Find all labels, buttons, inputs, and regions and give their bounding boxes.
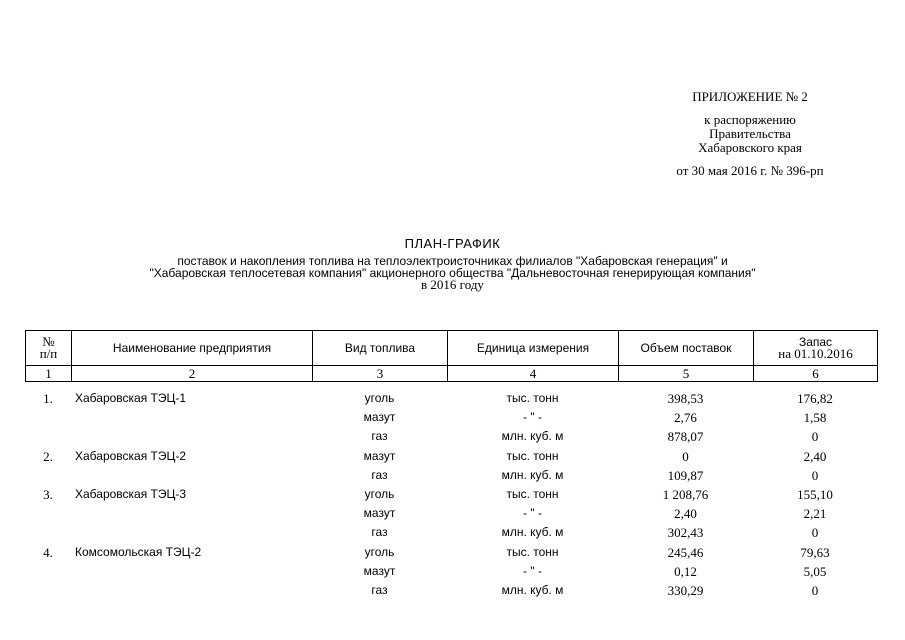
supply-volume: 1 208,76 [662,486,709,502]
supply-volume: 302,43 [667,525,704,541]
appendix-line-1: к распоряжению [704,112,796,127]
unit-of-measure: млн. куб. м [501,429,564,444]
supply-volume: 245,46 [667,544,704,560]
header-no-line-1: № [42,334,55,349]
unit-of-measure: тыс. тонн [506,486,559,501]
column-number: 5 [619,366,754,382]
header-no-line-2: п/п [39,346,58,361]
stock-value: 0 [811,525,819,541]
fuel-type: мазут [363,563,396,578]
unit-of-measure: тыс. тонн [506,544,559,559]
table-row [25,562,877,581]
table-header [25,330,878,382]
supply-volume: 2,76 [674,410,697,426]
table-row [25,543,877,562]
supply-volume: 878,07 [667,429,704,445]
supply-volume: 109,87 [667,467,704,483]
table-row [25,389,877,408]
stock-value: 176,82 [797,391,833,406]
stock-value: 0 [811,582,819,598]
row-number: 4. [43,544,53,560]
table-row [25,447,877,466]
column-number: 2 [72,366,313,382]
plan-description-line-3: в 2016 году [421,277,484,292]
column-number-row [26,366,878,382]
fuel-type: уголь [364,391,395,405]
unit-of-measure: - " - [523,410,542,425]
fuel-type: газ [371,429,388,444]
enterprise-name: Хабаровская ТЭЦ-1 [75,391,187,405]
row-number: 3. [43,486,53,502]
table-row [25,466,877,485]
table-row [25,504,877,523]
unit-of-measure: тыс. тонн [506,448,559,463]
supply-volume: 0,12 [674,563,697,579]
stock-value: 2,21 [803,506,827,522]
appendix-line-3: Хабаровского края [698,140,802,155]
appendix-line-2: Правительства [709,126,791,141]
enterprise-name: Хабаровская ТЭЦ-3 [75,486,187,501]
table-body [25,389,877,600]
row-number: 1. [43,391,53,406]
table-row [25,427,877,446]
stock-value: 5,05 [803,563,827,579]
unit-of-measure: млн. куб. м [501,525,564,540]
header-volume: Объем поставок [619,331,754,366]
stock-value: 0 [811,467,819,483]
plan-description-line-2: "Хабаровская теплосетевая компания" акционерного общества "Дальневосточная генерирующая компания" [149,266,756,280]
supply-volume: 330,29 [667,582,704,598]
fuel-type: мазут [363,410,396,425]
fuel-type: газ [371,467,388,482]
table-row [25,408,877,427]
unit-of-measure: - " - [523,506,542,521]
supply-volume: 0 [682,448,689,464]
fuel-type: газ [371,525,388,540]
row-number: 2. [43,448,53,464]
stock-value: 155,10 [797,486,833,502]
header-no [26,331,72,366]
header-row [26,331,878,366]
column-number: 6 [754,366,878,382]
header-name: Наименование предприятия [72,331,313,366]
stock-value: 0 [811,429,819,445]
fuel-type: мазут [363,448,396,463]
appendix-block [600,90,900,178]
plan-description-line-1: поставок и накопления топлива на теплоэлектроисточниках филиалов "Хабаровская генерация" и [177,254,728,268]
plan-description [60,255,845,291]
unit-of-measure: млн. куб. м [501,467,564,482]
header-stock-line-1: Запас [798,335,833,349]
enterprise-name: Комсомольская ТЭЦ-2 [75,544,202,559]
enterprise-name: Хабаровская ТЭЦ-2 [75,448,187,463]
header-fuel: Вид топлива [313,331,448,366]
column-number: 3 [313,366,448,382]
header-stock [754,331,878,366]
stock-value: 1,58 [803,410,827,426]
column-number: 1 [26,366,72,382]
table-row [25,581,877,600]
unit-of-measure: - " - [523,563,542,578]
table-row [25,485,877,504]
unit-of-measure: тыс. тонн [506,391,559,405]
stock-value: 79,63 [800,544,830,560]
plan-title: ПЛАН-ГРАФИК [404,236,501,251]
table-row [25,523,877,542]
column-number: 4 [448,366,619,382]
appendix-order: от 30 мая 2016 г. № 396-рп [676,163,824,178]
header-unit: Единица измерения [448,331,619,366]
unit-of-measure: млн. куб. м [501,582,564,597]
supply-volume: 398,53 [667,391,704,406]
header-stock-line-2: на 01.10.2016 [778,346,853,361]
fuel-type: уголь [364,544,395,559]
stock-value: 2,40 [803,448,827,464]
fuel-type: мазут [363,506,396,521]
fuel-type: газ [371,582,388,597]
fuel-type: уголь [364,486,395,501]
appendix-title: ПРИЛОЖЕНИЕ № 2 [692,89,808,104]
supply-volume: 2,40 [674,506,697,522]
